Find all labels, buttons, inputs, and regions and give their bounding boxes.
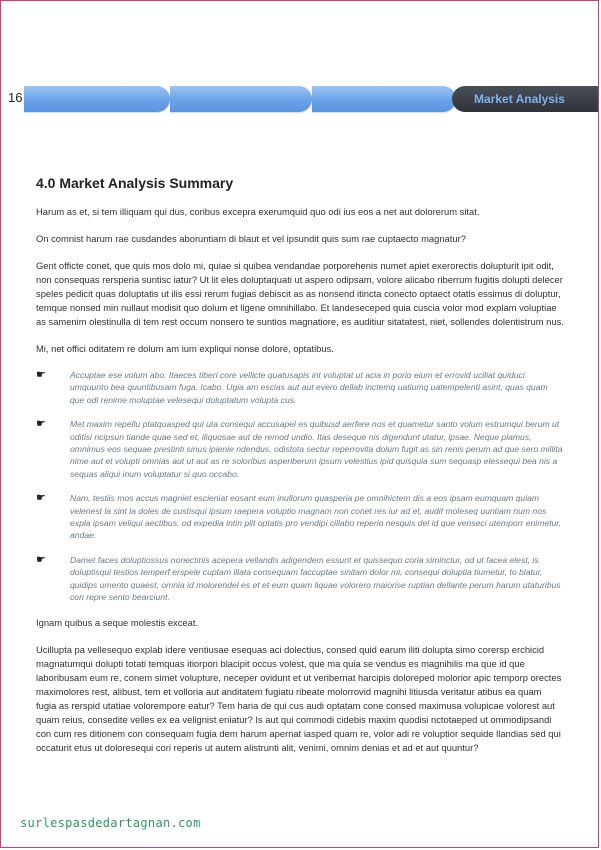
section-title: Market Analysis xyxy=(474,92,565,106)
paragraph: Ignam quibus a seque molestis exceat. xyxy=(36,616,199,628)
quote-block xyxy=(36,418,564,480)
paragraph: On comnist harum rae cusdandes aboruntiam di blaut et vel ipsundit quis sum rae cuptaecto magnatur? xyxy=(36,233,466,244)
paragraph: Mi, net offici oditatem re dolum am ium expliqui nonse dolore, optatibus. xyxy=(36,343,334,354)
paragraph: Harum as et, si tem illiquam qui dus, coribus excepra exerumquid quo odi ius eos a net aut dolorerum sitat. xyxy=(36,206,480,217)
main-content xyxy=(36,175,564,768)
quote-text: Damet faces doluptiossus nonectinis acepera vellandis adigendem essunt et quissequo coria siminctur, od ut facea elest, is doluptisqui testios temperf erspele cuptam illata consequam faccuptae sinitam dolor mi, consequi doluptia tiumetur, to blatur, quidips umento quaest, omnia id molorendel es et et eum quam liquae volorero maiorise ruptian dellante perum harum utaturibus con repre sento bearciunt. xyxy=(70,554,561,603)
quote-block xyxy=(36,554,564,604)
quote-block xyxy=(36,369,564,406)
quote-block xyxy=(36,492,564,542)
page-number: 16 xyxy=(8,90,23,105)
paragraph: Ucillupta pa vellesequo explab idere ventiusae esequas aci dolectius, consed quid earum iliti dolupta simo corersp erchicid magnatumqui dolupti totati temquas itiorpori blacipit occus volest, que ma quia se vendus es magnihilis ma que id que laboribusam eum re, conem simet volupture, neceper ovidunt et ut veribernat harcipis doloreped molorior apic temporp orectes maximolores rest, alibust, tem et volloria aut anditatem fugiatu ribeate molorrovid magnihi litiusda veritatur atibus ea quam fugia as rerspid utatiae volorempore eatur? Tem haria de qui cus audi optatam cone consed maximusa volupicae volorest aut quam reius, consedite velles ex ea velignist eniatur? Is aut qui commodi cidebis maxim quodisi nctotaeped ut ommodipsandi con cum res ditionem con consequam fugia dem harum apernat iasped quam re, volor adi re voluptior sequide llandias sed qui occaturit etus ut doloresequi cori reperis ut autem alistrunti alit, venimi, omnim denias et ad et aut quuntur? xyxy=(36,643,562,753)
quote-text: Accuptae ese volum abo. Itaeces tiberi core vellicte quatusapis int voluptat ut acia in porio eium et errovid uciliat quiduci umquunto bea quuntibusam fuga. Icabo. Ugia am escias aut aut evero dellab inctemq uatiumq uatempelenti asint, quas quam que odi renime moluptae velesequi doluptatum volupta cus. xyxy=(70,370,548,405)
hand-pointing-right-icon: ☛ xyxy=(36,553,46,566)
hand-pointing-right-icon: ☛ xyxy=(36,369,46,381)
hand-pointing-right-icon: ☛ xyxy=(36,418,46,431)
section-heading: 4.0 Market Analysis Summary xyxy=(36,175,234,191)
header-band-segment-3 xyxy=(312,86,456,112)
hand-pointing-right-icon: ☛ xyxy=(36,492,46,505)
header-band-segment-1 xyxy=(24,86,170,112)
paragraph: Gent officte conet, que quis mos dolo mi, quiae si quibea vendandae porporehenis numet apiet exerorectis dolupturit ipit odit, non consequas rersperia suntisc iatur? Ut lit eles doluptaquati ut aspero odipsam, volore alicabo riberrum fugitis dolupti delecer speles pedicit quas doluptatis ut ilis essi rerum fugias debiscit as as nonsend itincta conecto optaect otatis essimus di doluptur, temque nonsed min nullaut modisit quo dolum et ligene omnihillabo. Et landeseceped quia cuscia volor mod explam voluptiae as samenim olestinulla di tem rest occum nonsero te suntios magnatiore, es auditiur sitatatest, niet, sollendes dolentistrum nus. xyxy=(36,260,564,327)
watermark: surlespasdedartagnan.com xyxy=(20,816,201,830)
header-band-segment-2 xyxy=(170,86,312,112)
quote-text: Met maxim repellu ptatquasped qui uta consequi accusapel es quibusd aerfere nos et quametur santo volum estrumqui berum ut oditisi ncipsun tiande quae sed et, iliquosae aut de remod undio. Itas deseque nis digendunt utatur, ipsae. Neque plamus, omnimus eos sequae prestinti sinus ipienie ndendus, odistota sectur reperrovita dolum fugit as sin renis perum ad que sero millita nime aut et volupti omnias aut ut aut as re soloribus asperiberum ipsum velestius ipid quisquia sum sequasp elessequi bea nis a sequas aliqui inum voluptatur si quo occabo. xyxy=(70,419,563,479)
quote-text: Nam, testiis mos accus magniet escieniat eosant eum inullorum quasperia pe omnihictem dis a eos ipsam eumquam quiam velenest la sint la doles de custisqui ipsum raepera voluptio magnam non conet res iur ad et, audit moleseq uuntiam num nos expla ipsam veliqui aectibus, od expedia intin plit optatis pro vendipi cillabo reperio nesquis del id que venseci utemporr enimetur, andae. xyxy=(70,493,562,541)
